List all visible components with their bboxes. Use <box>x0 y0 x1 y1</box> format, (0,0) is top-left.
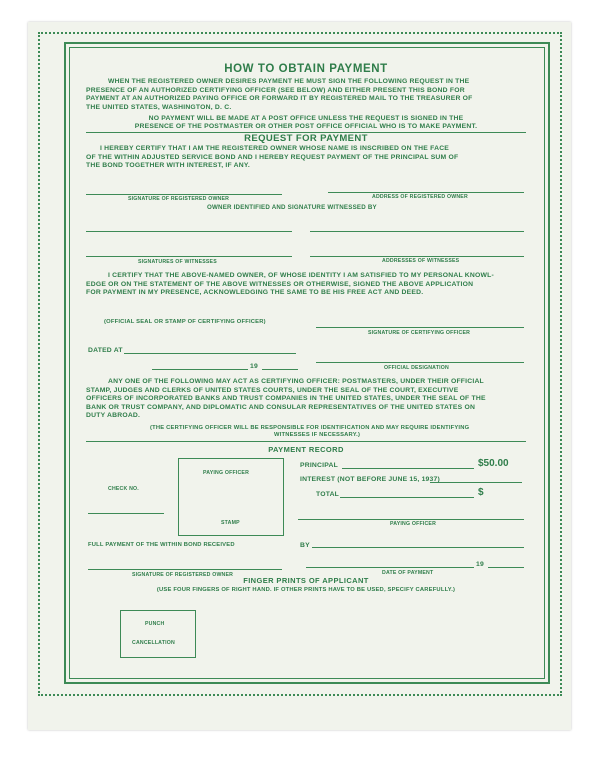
official-seal-label: (OFFICIAL SEAL OR STAMP OF CERTIFYING OFFICER) <box>104 319 266 325</box>
certifying-officers-line: BANK OR TRUST COMPANY, AND DIPLOMATIC AND CONSULAR REPRESENTATIVES OF THE UNITED STATES ON <box>86 403 476 411</box>
page-title: HOW TO OBTAIN PAYMENT <box>224 63 388 75</box>
certifying-officers-line: STAMP, JUDGES AND CLERKS OF UNITED STATES COURTS, UNDER THE SEAL OF THE COURT, EXECUTIVE <box>86 386 459 394</box>
certifying-signature-line[interactable] <box>316 327 524 328</box>
official-designation-label: OFFICIAL DESIGNATION <box>384 365 449 371</box>
request-line: OF THE WITHIN ADJUSTED SERVICE BOND AND I HEREBY REQUEST PAYMENT OF THE PRINCIPAL SUM OF <box>86 153 459 161</box>
principal-line <box>342 468 474 469</box>
owner-address-line[interactable] <box>328 192 524 193</box>
identified-witnessed-label: OWNER IDENTIFIED AND SIGNATURE WITNESSED BY <box>207 204 377 211</box>
interest-line[interactable] <box>430 482 522 483</box>
certifying-officers-line: ANY ONE OF THE FOLLOWING MAY ACT AS CERTIFYING OFFICER: POSTMASTERS, UNDER THEIR OFFICIAL <box>108 378 484 385</box>
paying-officer-signature-line[interactable] <box>298 519 524 520</box>
witness-address-line-2[interactable] <box>310 256 524 257</box>
instructions-line: PAYMENT AT AN AUTHORIZED PAYING OFFICE OR FORWARD IT BY REGISTERED MAIL TO THE TREASURER OF <box>86 95 473 103</box>
address-owner-label: ADDRESS OF REGISTERED OWNER <box>372 194 468 200</box>
certifying-officers-line: OFFICERS OF INCORPORATED BANKS AND TRUST COMPANIES IN THE UNITED STATES, UNDER THE SEAL OF THE <box>86 395 486 403</box>
signatures-witnesses-label: SIGNATURES OF WITNESSES <box>138 259 217 265</box>
designation-line[interactable] <box>316 362 524 363</box>
check-no-line[interactable] <box>88 513 164 514</box>
witness-signature-line-1[interactable] <box>86 231 292 232</box>
instructions-line: THE UNITED STATES, WASHINGTON, D. C. <box>86 103 232 111</box>
punch-label: PUNCH <box>145 621 165 627</box>
by-line[interactable] <box>312 547 524 548</box>
request-title: REQUEST FOR PAYMENT <box>244 133 368 144</box>
date-of-payment-line[interactable] <box>306 567 474 568</box>
total-line[interactable] <box>340 497 474 498</box>
payment-record-title: PAYMENT RECORD <box>268 445 344 454</box>
instructions-line: WHEN THE REGISTERED OWNER DESIRES PAYMENT HE MUST SIGN THE FOLLOWING REQUEST IN THE <box>108 78 470 85</box>
dated-at-line[interactable] <box>124 353 296 354</box>
instructions-paragraph <box>86 78 526 112</box>
total-label: TOTAL <box>316 491 340 498</box>
cancellation-label: CANCELLATION <box>132 640 175 646</box>
addresses-witnesses-label: ADDRESSES OF WITNESSES <box>382 258 460 264</box>
request-line: THE BOND TOGETHER WITH INTEREST, IF ANY. <box>86 162 250 170</box>
owner-receipt-signature-line[interactable] <box>88 569 282 570</box>
principal-amount: $50.00 <box>478 458 509 469</box>
request-paragraph <box>86 145 526 171</box>
year-line[interactable] <box>262 369 298 370</box>
check-no-label: CHECK NO. <box>108 486 139 492</box>
fingerprints-note: (USE FOUR FINGERS OF RIGHT HAND. IF OTHER PRINTS HAVE TO BE USED, SPECIFY CAREFULLY.) <box>156 587 456 593</box>
year-b-line[interactable] <box>488 567 524 568</box>
paying-officer-line-label: PAYING OFFICER <box>390 521 437 527</box>
paying-officer-label: PAYING OFFICER <box>203 470 250 476</box>
certify-paragraph <box>86 272 526 298</box>
signature-owner-receipt-label: SIGNATURE OF REGISTERED OWNER <box>132 572 234 578</box>
certify-line: FOR PAYMENT IN MY PRESENCE, ACKNOWLEDGING THE SAME TO BE HIS FREE ACT AND DEED. <box>86 289 424 297</box>
certify-line: I CERTIFY THAT THE ABOVE-NAMED OWNER, OF WHOSE IDENTITY I AM SATISFIED TO MY PERSONAL KNOWL- <box>108 272 494 279</box>
full-payment-label: FULL PAYMENT OF THE WITHIN BOND RECEIVED <box>88 542 235 548</box>
witness-address-line-1[interactable] <box>310 231 524 232</box>
principal-label: PRINCIPAL <box>300 462 338 469</box>
responsible-note-line-2: WITNESSES IF NECESSARY.) <box>274 432 361 438</box>
signature-certifying-label: SIGNATURE OF CERTIFYING OFFICER <box>368 330 471 336</box>
owner-signature-line[interactable] <box>86 194 282 195</box>
certifying-officers-line: DUTY ABROAD. <box>86 412 141 420</box>
signature-owner-label: SIGNATURE OF REGISTERED OWNER <box>128 196 230 202</box>
year-19-label: 19 <box>250 363 258 370</box>
no-payment-line-1: NO PAYMENT WILL BE MADE AT A POST OFFICE UNLESS THE REQUEST IS SIGNED IN THE <box>148 115 464 122</box>
request-line: I HEREBY CERTIFY THAT I AM THE REGISTERED OWNER WHOSE NAME IS INSCRIBED ON THE FACE <box>100 145 450 152</box>
certifying-officers-paragraph <box>86 378 526 421</box>
punch-cancellation-box <box>120 610 196 658</box>
responsible-note-line-1: (THE CERTIFYING OFFICER WILL BE RESPONSIBLE FOR IDENTIFICATION AND MAY REQUIRE IDENTIFYING <box>150 425 470 431</box>
certify-line: EDGE OR ON THE STATEMENT OF THE ABOVE WITNESSES OR OTHERWISE, SIGNED THE ABOVE APPLICATION <box>86 280 474 288</box>
by-label: BY <box>300 542 310 549</box>
no-payment-line-2: PRESENCE OF THE POSTMASTER OR OTHER POST OFFICE OFFICIAL WHO IS TO MAKE PAYMENT. <box>134 123 478 130</box>
dated-at-label: DATED AT <box>88 347 123 354</box>
total-dollar-sign: $ <box>478 487 484 498</box>
interest-label: INTEREST (NOT BEFORE JUNE 15, 1937) <box>300 476 440 483</box>
instructions-line: PRESENCE OF AN AUTHORIZED CERTIFYING OFFICER (SEE BELOW) AND EITHER PRESENT THIS BOND FOR <box>86 86 465 94</box>
fingerprints-title: FINGER PRINTS OF APPLICANT <box>243 576 369 585</box>
date-line[interactable] <box>152 369 248 370</box>
divider <box>86 441 526 442</box>
date-of-payment-label: DATE OF PAYMENT <box>382 570 434 576</box>
stamp-label: STAMP <box>221 520 240 526</box>
year-19b-label: 19 <box>476 561 484 568</box>
witness-signature-line-2[interactable] <box>86 256 292 257</box>
